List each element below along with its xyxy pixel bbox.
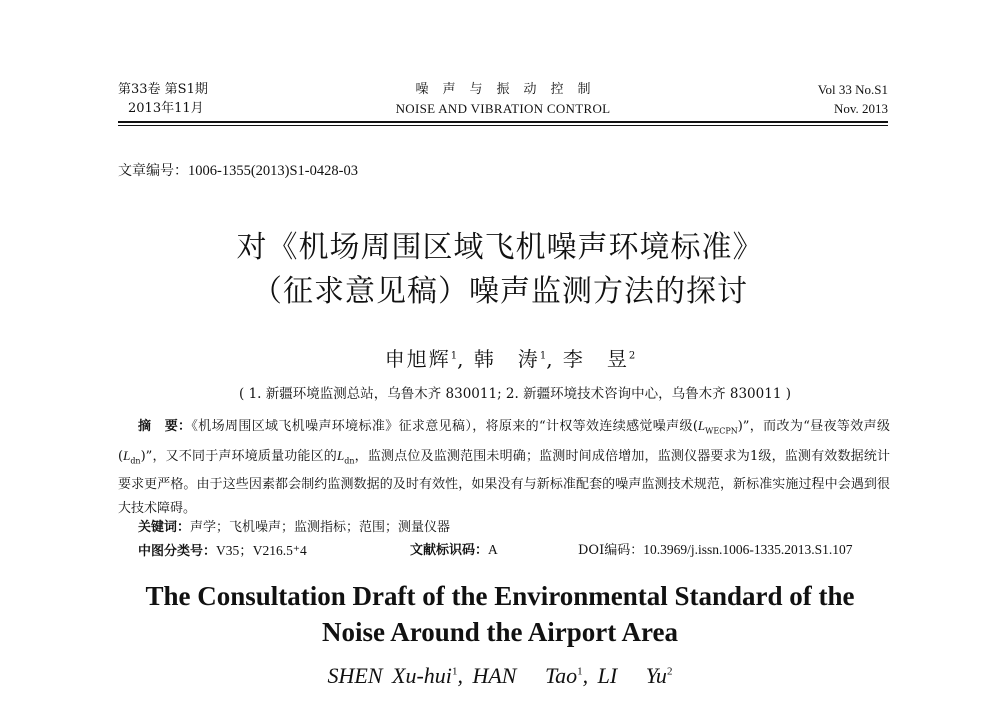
clc-code: [138, 544, 307, 559]
symbol-l: L: [336, 447, 345, 463]
title-en: [0, 578, 1000, 650]
article-number: [118, 160, 358, 180]
keywords-label: 关键词：: [138, 520, 191, 535]
author-cn-name: 韩 涛: [473, 347, 540, 371]
classification-line: [138, 539, 888, 559]
symbol-subscript: dn: [344, 456, 355, 466]
authors-cn: 申旭辉$^1$, 韩 涛$^1$, 李 昱$^2$: [384, 347, 636, 371]
abstract-text: )”，又不同于声环境质量功能区的: [140, 448, 337, 464]
author-cn-affil: 1: [450, 350, 458, 362]
symbol-l: L: [697, 418, 706, 433]
volume-issue: 第33卷 第S1期: [118, 82, 208, 97]
volume-issue-en: Vol 33 No.S1: [817, 82, 888, 97]
issue-date-en: Nov. 2013: [833, 101, 888, 116]
header-rule-thick: [118, 121, 888, 123]
author-cn-affil: 2: [628, 350, 636, 362]
symbol-subscript: WECPN: [705, 426, 738, 436]
journal-name: [118, 80, 888, 118]
abstract-label: 摘 要：: [138, 419, 192, 434]
abstract-text: ，监测点位及监测范围未明确；监测时间成倍增加，监测仪器要求为1级，监测有效数据统计要求更严格。由于这些因素都会制约监测数据的及时有效性，如果没有与新标准配套的噪声监测技术规范，新标准实施过程中会遇到很大技术障碍。: [118, 448, 890, 517]
author-en-name: LI Yu: [597, 663, 667, 688]
issue-date: 2013年11月: [128, 101, 204, 116]
author-en-name: SHEN Xu-hui: [327, 663, 452, 688]
doi-label: DOI编码：: [578, 543, 644, 558]
abstract-text: 《机场周围区域飞机噪声环境标准》征求意见稿），将原来的“计权等效连续感觉噪声级(: [191, 419, 698, 434]
issue-info-en: [818, 80, 888, 118]
journal-name-en: NOISE AND VIBRATION CONTROL: [395, 101, 611, 116]
title-cn-line1: 对《机场周围区域飞机噪声环境标准》: [236, 230, 764, 265]
title-en-line1: The Consultation Draft of the Environmental Standard of the: [145, 581, 855, 611]
author-cn-name: 李 昱: [562, 347, 629, 371]
title-cn-line2: （征求意见稿）噪声监测方法的探讨: [252, 274, 748, 309]
keywords: [138, 516, 450, 535]
article-number-label: 文章编号：: [118, 163, 188, 179]
affiliations-cn: ( 1. 新疆环境监测总站，乌鲁木齐 830011; 2. 新疆环境技术咨询中心，乌鲁木齐 830011 ): [239, 386, 791, 402]
symbol-subscript: dn: [130, 456, 141, 466]
article-number-value: 1006-1355(2013)S1-0428-03: [188, 163, 358, 179]
abstract: [118, 414, 890, 521]
abstract-text: )”，而改为“昼夜等效声级(: [118, 419, 890, 464]
symbol-l: L: [123, 447, 131, 463]
author-en-affil: 1: [577, 665, 583, 678]
author-en-affil: 2: [666, 665, 673, 678]
document-code: [410, 539, 498, 558]
author-en-name: HAN Tao: [472, 663, 578, 688]
journal-header: [118, 80, 888, 120]
header-rule-thin: [118, 125, 888, 126]
doi: [578, 539, 852, 558]
doi-value: 10.3969/j.issn.1006-1335.2013.S1.107: [643, 542, 853, 557]
author-cn-affil: 1: [539, 350, 547, 362]
clc-value: V35；V216.5⁺4: [216, 543, 307, 558]
journal-name-cn: 噪声与振动控制: [415, 82, 605, 97]
doc-code-label: 文献标识码：: [410, 543, 489, 558]
clc-label: 中图分类号：: [138, 544, 217, 559]
authors-en: SHEN Xu-hui$^1$, HAN Tao$^1$, LI Yu$^2$: [327, 663, 673, 688]
keywords-text: 声学；飞机噪声；监测指标；范围；测量仪器: [190, 520, 451, 535]
title-en-line2: Noise Around the Airport Area: [321, 617, 678, 647]
author-cn-name: 申旭辉: [384, 347, 451, 371]
author-en-affil: 1: [451, 665, 458, 678]
doc-code-value: A: [488, 542, 498, 557]
